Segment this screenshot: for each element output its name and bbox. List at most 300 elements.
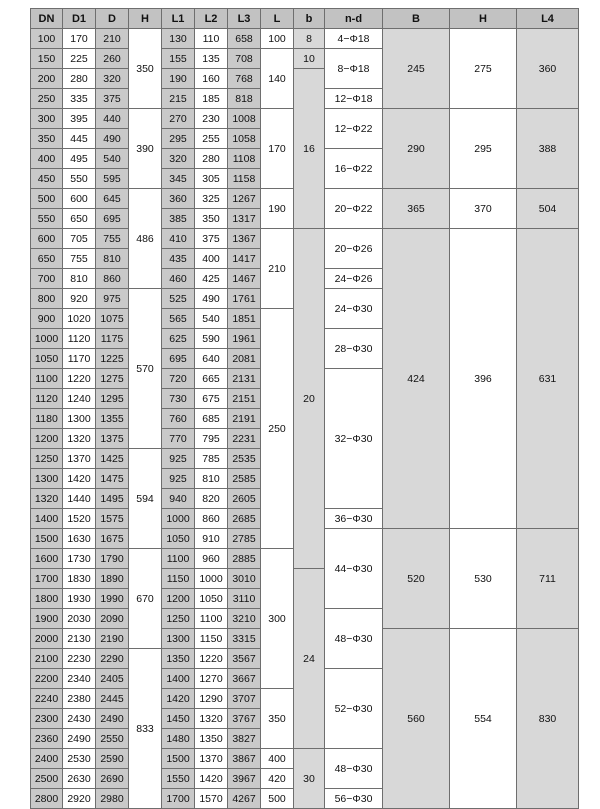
cell-d: 975 — [96, 289, 129, 309]
cell-l: 190 — [261, 189, 294, 229]
cell-nd: 20−Φ26 — [325, 229, 383, 269]
cell-d: 1225 — [96, 349, 129, 369]
cell-h: 594 — [129, 449, 162, 549]
cell-l3: 3010 — [228, 569, 261, 589]
cell-nd: 52−Φ30 — [325, 669, 383, 749]
cell-h-right: 295 — [450, 109, 517, 189]
cell-l2: 400 — [195, 249, 228, 269]
cell-h: 670 — [129, 549, 162, 649]
cell-b: 16 — [294, 69, 325, 229]
cell-l1: 525 — [162, 289, 195, 309]
cell-dn: 1100 — [31, 369, 63, 389]
cell-l3: 2685 — [228, 509, 261, 529]
cell-dn: 2800 — [31, 789, 63, 809]
cell-dn: 500 — [31, 189, 63, 209]
cell-l1: 940 — [162, 489, 195, 509]
cell-dn: 550 — [31, 209, 63, 229]
column-header-l2: L2 — [195, 9, 228, 29]
cell-l1: 345 — [162, 169, 195, 189]
cell-l3: 2151 — [228, 389, 261, 409]
cell-l2: 255 — [195, 129, 228, 149]
cell-l2: 1270 — [195, 669, 228, 689]
cell-h-right: 530 — [450, 529, 517, 629]
cell-d: 1675 — [96, 529, 129, 549]
cell-b: 8 — [294, 29, 325, 49]
cell-dn: 200 — [31, 69, 63, 89]
column-header-b: b — [294, 9, 325, 29]
cell-dn: 1320 — [31, 489, 63, 509]
cell-h: 486 — [129, 189, 162, 289]
cell-d1: 1440 — [63, 489, 96, 509]
spec-table-wrap — [30, 8, 575, 809]
cell-l3: 1058 — [228, 129, 261, 149]
cell-dn: 350 — [31, 129, 63, 149]
cell-d1: 1320 — [63, 429, 96, 449]
cell-l: 250 — [261, 309, 294, 549]
cell-d1: 1370 — [63, 449, 96, 469]
cell-d: 2290 — [96, 649, 129, 669]
cell-d1: 810 — [63, 269, 96, 289]
cell-l2: 685 — [195, 409, 228, 429]
cell-dn: 650 — [31, 249, 63, 269]
cell-nd: 24−Φ30 — [325, 289, 383, 329]
cell-l1: 760 — [162, 409, 195, 429]
cell-dn: 450 — [31, 169, 63, 189]
cell-b: 24 — [294, 569, 325, 749]
cell-d: 1575 — [96, 509, 129, 529]
cell-l: 300 — [261, 549, 294, 689]
cell-dn: 2360 — [31, 729, 63, 749]
cell-l3: 1108 — [228, 149, 261, 169]
column-header-l: L — [261, 9, 294, 29]
cell-nd: 8−Φ18 — [325, 49, 383, 89]
cell-d: 1890 — [96, 569, 129, 589]
cell-l4: 388 — [517, 109, 579, 189]
cell-l1: 155 — [162, 49, 195, 69]
cell-d1: 395 — [63, 109, 96, 129]
cell-l3: 3567 — [228, 649, 261, 669]
cell-h: 390 — [129, 109, 162, 189]
cell-l3: 4267 — [228, 789, 261, 809]
cell-l1: 1550 — [162, 769, 195, 789]
cell-h: 570 — [129, 289, 162, 449]
cell-b-right: 365 — [383, 189, 450, 229]
cell-l3: 2885 — [228, 549, 261, 569]
column-header-h: H — [129, 9, 162, 29]
cell-l1: 1300 — [162, 629, 195, 649]
cell-l3: 2535 — [228, 449, 261, 469]
cell-l3: 1267 — [228, 189, 261, 209]
cell-d1: 2530 — [63, 749, 96, 769]
cell-l3: 2585 — [228, 469, 261, 489]
cell-l1: 215 — [162, 89, 195, 109]
cell-l1: 1420 — [162, 689, 195, 709]
cell-l: 400 — [261, 749, 294, 769]
cell-d: 755 — [96, 229, 129, 249]
cell-nd: 24−Φ26 — [325, 269, 383, 289]
cell-l2: 135 — [195, 49, 228, 69]
cell-b-right: 424 — [383, 229, 450, 529]
cell-l3: 708 — [228, 49, 261, 69]
cell-l: 350 — [261, 689, 294, 749]
column-header-n-d: n-d — [325, 9, 383, 29]
cell-dn: 700 — [31, 269, 63, 289]
cell-l4: 360 — [517, 29, 579, 109]
cell-b-right: 290 — [383, 109, 450, 189]
cell-l1: 1000 — [162, 509, 195, 529]
table-row — [31, 229, 579, 249]
table-row — [31, 29, 579, 49]
cell-l3: 2605 — [228, 489, 261, 509]
cell-b: 20 — [294, 229, 325, 569]
column-header-l1: L1 — [162, 9, 195, 29]
cell-l3: 818 — [228, 89, 261, 109]
cell-dn: 900 — [31, 309, 63, 329]
cell-l1: 625 — [162, 329, 195, 349]
cell-nd: 20−Φ22 — [325, 189, 383, 229]
cell-l2: 1100 — [195, 609, 228, 629]
flange-dimension-table — [30, 8, 579, 809]
cell-l2: 665 — [195, 369, 228, 389]
cell-nd: 56−Φ30 — [325, 789, 383, 809]
cell-l1: 730 — [162, 389, 195, 409]
cell-dn: 1600 — [31, 549, 63, 569]
cell-d1: 1220 — [63, 369, 96, 389]
cell-d1: 2630 — [63, 769, 96, 789]
cell-l4: 711 — [517, 529, 579, 629]
cell-nd: 48−Φ30 — [325, 749, 383, 789]
cell-dn: 1800 — [31, 589, 63, 609]
cell-l3: 768 — [228, 69, 261, 89]
cell-l1: 1400 — [162, 669, 195, 689]
cell-dn: 1500 — [31, 529, 63, 549]
cell-nd: 12−Φ18 — [325, 89, 383, 109]
column-header-d: D — [96, 9, 129, 29]
cell-dn: 300 — [31, 109, 63, 129]
cell-d1: 1520 — [63, 509, 96, 529]
cell-d1: 1020 — [63, 309, 96, 329]
cell-dn: 800 — [31, 289, 63, 309]
cell-d1: 280 — [63, 69, 96, 89]
cell-l1: 1350 — [162, 649, 195, 669]
cell-d1: 1630 — [63, 529, 96, 549]
cell-l1: 385 — [162, 209, 195, 229]
cell-l3: 2785 — [228, 529, 261, 549]
cell-d: 1990 — [96, 589, 129, 609]
cell-l2: 1420 — [195, 769, 228, 789]
cell-l1: 1500 — [162, 749, 195, 769]
cell-d: 490 — [96, 129, 129, 149]
cell-l3: 3967 — [228, 769, 261, 789]
cell-l: 500 — [261, 789, 294, 809]
cell-l1: 770 — [162, 429, 195, 449]
cell-l2: 795 — [195, 429, 228, 449]
cell-l1: 1250 — [162, 609, 195, 629]
column-header-l3: L3 — [228, 9, 261, 29]
cell-nd: 44−Φ30 — [325, 529, 383, 609]
cell-l1: 1150 — [162, 569, 195, 589]
cell-b-right: 560 — [383, 629, 450, 809]
cell-l2: 305 — [195, 169, 228, 189]
cell-l1: 360 — [162, 189, 195, 209]
cell-d1: 495 — [63, 149, 96, 169]
cell-l3: 3315 — [228, 629, 261, 649]
cell-dn: 1120 — [31, 389, 63, 409]
column-header-b-right: B — [383, 9, 450, 29]
cell-d: 440 — [96, 109, 129, 129]
cell-d1: 550 — [63, 169, 96, 189]
cell-l3: 1367 — [228, 229, 261, 249]
cell-dn: 1050 — [31, 349, 63, 369]
cell-d: 2690 — [96, 769, 129, 789]
cell-nd: 48−Φ30 — [325, 609, 383, 669]
cell-l2: 185 — [195, 89, 228, 109]
cell-l: 210 — [261, 229, 294, 309]
cell-d: 1295 — [96, 389, 129, 409]
cell-l1: 1700 — [162, 789, 195, 809]
cell-l3: 658 — [228, 29, 261, 49]
cell-h-right: 275 — [450, 29, 517, 109]
cell-l2: 590 — [195, 329, 228, 349]
cell-b: 10 — [294, 49, 325, 69]
cell-d1: 600 — [63, 189, 96, 209]
cell-l1: 435 — [162, 249, 195, 269]
table-body — [31, 29, 579, 809]
cell-d: 2445 — [96, 689, 129, 709]
cell-l3: 1961 — [228, 329, 261, 349]
cell-dn: 2400 — [31, 749, 63, 769]
cell-d1: 1830 — [63, 569, 96, 589]
cell-l2: 1350 — [195, 729, 228, 749]
cell-d1: 2230 — [63, 649, 96, 669]
cell-d1: 755 — [63, 249, 96, 269]
cell-l4: 631 — [517, 229, 579, 529]
cell-d1: 170 — [63, 29, 96, 49]
cell-l3: 3867 — [228, 749, 261, 769]
cell-l2: 1050 — [195, 589, 228, 609]
cell-l2: 1320 — [195, 709, 228, 729]
cell-d: 1375 — [96, 429, 129, 449]
cell-d: 1075 — [96, 309, 129, 329]
cell-l3: 1417 — [228, 249, 261, 269]
cell-l2: 910 — [195, 529, 228, 549]
cell-l3: 1761 — [228, 289, 261, 309]
cell-d1: 1240 — [63, 389, 96, 409]
cell-h: 833 — [129, 649, 162, 809]
cell-h-right: 396 — [450, 229, 517, 529]
cell-l1: 460 — [162, 269, 195, 289]
cell-nd: 28−Φ30 — [325, 329, 383, 369]
cell-dn: 2200 — [31, 669, 63, 689]
cell-d: 2590 — [96, 749, 129, 769]
cell-l2: 1290 — [195, 689, 228, 709]
cell-d: 2980 — [96, 789, 129, 809]
cell-l3: 3110 — [228, 589, 261, 609]
cell-d: 1495 — [96, 489, 129, 509]
cell-d: 2490 — [96, 709, 129, 729]
cell-l2: 160 — [195, 69, 228, 89]
cell-d: 2190 — [96, 629, 129, 649]
cell-l3: 3210 — [228, 609, 261, 629]
cell-l2: 785 — [195, 449, 228, 469]
cell-nd: 12−Φ22 — [325, 109, 383, 149]
cell-d1: 225 — [63, 49, 96, 69]
cell-l3: 1467 — [228, 269, 261, 289]
cell-d: 1355 — [96, 409, 129, 429]
cell-d1: 1420 — [63, 469, 96, 489]
cell-d1: 650 — [63, 209, 96, 229]
cell-d: 695 — [96, 209, 129, 229]
cell-d: 2405 — [96, 669, 129, 689]
cell-d: 375 — [96, 89, 129, 109]
cell-l1: 925 — [162, 469, 195, 489]
cell-d: 540 — [96, 149, 129, 169]
cell-d1: 1120 — [63, 329, 96, 349]
cell-d1: 2030 — [63, 609, 96, 629]
cell-d: 645 — [96, 189, 129, 209]
cell-l3: 3827 — [228, 729, 261, 749]
cell-d1: 335 — [63, 89, 96, 109]
cell-d1: 705 — [63, 229, 96, 249]
cell-d1: 445 — [63, 129, 96, 149]
cell-l1: 1200 — [162, 589, 195, 609]
cell-d: 1475 — [96, 469, 129, 489]
cell-l2: 230 — [195, 109, 228, 129]
cell-d: 860 — [96, 269, 129, 289]
cell-l3: 3667 — [228, 669, 261, 689]
cell-dn: 1900 — [31, 609, 63, 629]
column-header-dn: DN — [31, 9, 63, 29]
cell-l2: 425 — [195, 269, 228, 289]
cell-l1: 295 — [162, 129, 195, 149]
cell-l2: 1370 — [195, 749, 228, 769]
cell-dn: 1300 — [31, 469, 63, 489]
cell-l2: 1150 — [195, 629, 228, 649]
cell-d1: 2490 — [63, 729, 96, 749]
cell-dn: 1250 — [31, 449, 63, 469]
cell-b-right: 520 — [383, 529, 450, 629]
cell-l2: 810 — [195, 469, 228, 489]
cell-d: 2550 — [96, 729, 129, 749]
cell-dn: 2100 — [31, 649, 63, 669]
cell-dn: 2240 — [31, 689, 63, 709]
cell-d1: 2380 — [63, 689, 96, 709]
cell-l: 420 — [261, 769, 294, 789]
cell-l1: 410 — [162, 229, 195, 249]
cell-l1: 1100 — [162, 549, 195, 569]
cell-l1: 1450 — [162, 709, 195, 729]
cell-l2: 1220 — [195, 649, 228, 669]
cell-d1: 1170 — [63, 349, 96, 369]
cell-l1: 695 — [162, 349, 195, 369]
cell-d1: 920 — [63, 289, 96, 309]
cell-l3: 1317 — [228, 209, 261, 229]
cell-l1: 270 — [162, 109, 195, 129]
column-header-h-right: H — [450, 9, 517, 29]
cell-l: 100 — [261, 29, 294, 49]
cell-d: 1790 — [96, 549, 129, 569]
cell-d1: 2920 — [63, 789, 96, 809]
column-header-l4: L4 — [517, 9, 579, 29]
cell-d1: 1930 — [63, 589, 96, 609]
cell-l: 170 — [261, 109, 294, 189]
cell-l3: 2131 — [228, 369, 261, 389]
cell-l1: 1050 — [162, 529, 195, 549]
cell-l2: 280 — [195, 149, 228, 169]
cell-d1: 1730 — [63, 549, 96, 569]
cell-h: 350 — [129, 29, 162, 109]
cell-dn: 1000 — [31, 329, 63, 349]
cell-h-right: 554 — [450, 629, 517, 809]
cell-dn: 2500 — [31, 769, 63, 789]
cell-l2: 820 — [195, 489, 228, 509]
cell-h-right: 370 — [450, 189, 517, 229]
cell-nd: 32−Φ30 — [325, 369, 383, 509]
cell-l3: 1008 — [228, 109, 261, 129]
header-row — [31, 9, 579, 29]
cell-l2: 540 — [195, 309, 228, 329]
cell-l2: 350 — [195, 209, 228, 229]
cell-d1: 2130 — [63, 629, 96, 649]
cell-l1: 720 — [162, 369, 195, 389]
cell-l4: 504 — [517, 189, 579, 229]
cell-l2: 375 — [195, 229, 228, 249]
cell-dn: 1400 — [31, 509, 63, 529]
cell-dn: 400 — [31, 149, 63, 169]
cell-l4: 830 — [517, 629, 579, 809]
cell-b: 30 — [294, 749, 325, 809]
cell-dn: 150 — [31, 49, 63, 69]
cell-d: 1175 — [96, 329, 129, 349]
cell-d: 1425 — [96, 449, 129, 469]
cell-l2: 325 — [195, 189, 228, 209]
cell-dn: 250 — [31, 89, 63, 109]
cell-l2: 490 — [195, 289, 228, 309]
cell-l3: 2231 — [228, 429, 261, 449]
cell-d: 210 — [96, 29, 129, 49]
cell-l1: 1480 — [162, 729, 195, 749]
cell-l1: 320 — [162, 149, 195, 169]
cell-l1: 130 — [162, 29, 195, 49]
cell-d: 595 — [96, 169, 129, 189]
cell-l2: 640 — [195, 349, 228, 369]
cell-l1: 190 — [162, 69, 195, 89]
cell-l2: 960 — [195, 549, 228, 569]
cell-l3: 1851 — [228, 309, 261, 329]
cell-l3: 2081 — [228, 349, 261, 369]
cell-d: 1275 — [96, 369, 129, 389]
column-header-d1: D1 — [63, 9, 96, 29]
cell-l3: 2191 — [228, 409, 261, 429]
cell-d: 2090 — [96, 609, 129, 629]
cell-dn: 100 — [31, 29, 63, 49]
cell-nd: 4−Φ18 — [325, 29, 383, 49]
cell-d: 260 — [96, 49, 129, 69]
cell-dn: 1700 — [31, 569, 63, 589]
cell-l2: 675 — [195, 389, 228, 409]
cell-l2: 860 — [195, 509, 228, 529]
cell-l2: 1000 — [195, 569, 228, 589]
cell-d1: 1300 — [63, 409, 96, 429]
cell-nd: 16−Φ22 — [325, 149, 383, 189]
cell-d1: 2430 — [63, 709, 96, 729]
cell-l3: 3767 — [228, 709, 261, 729]
cell-l: 140 — [261, 49, 294, 109]
cell-dn: 2000 — [31, 629, 63, 649]
cell-dn: 600 — [31, 229, 63, 249]
cell-l2: 110 — [195, 29, 228, 49]
cell-d: 320 — [96, 69, 129, 89]
